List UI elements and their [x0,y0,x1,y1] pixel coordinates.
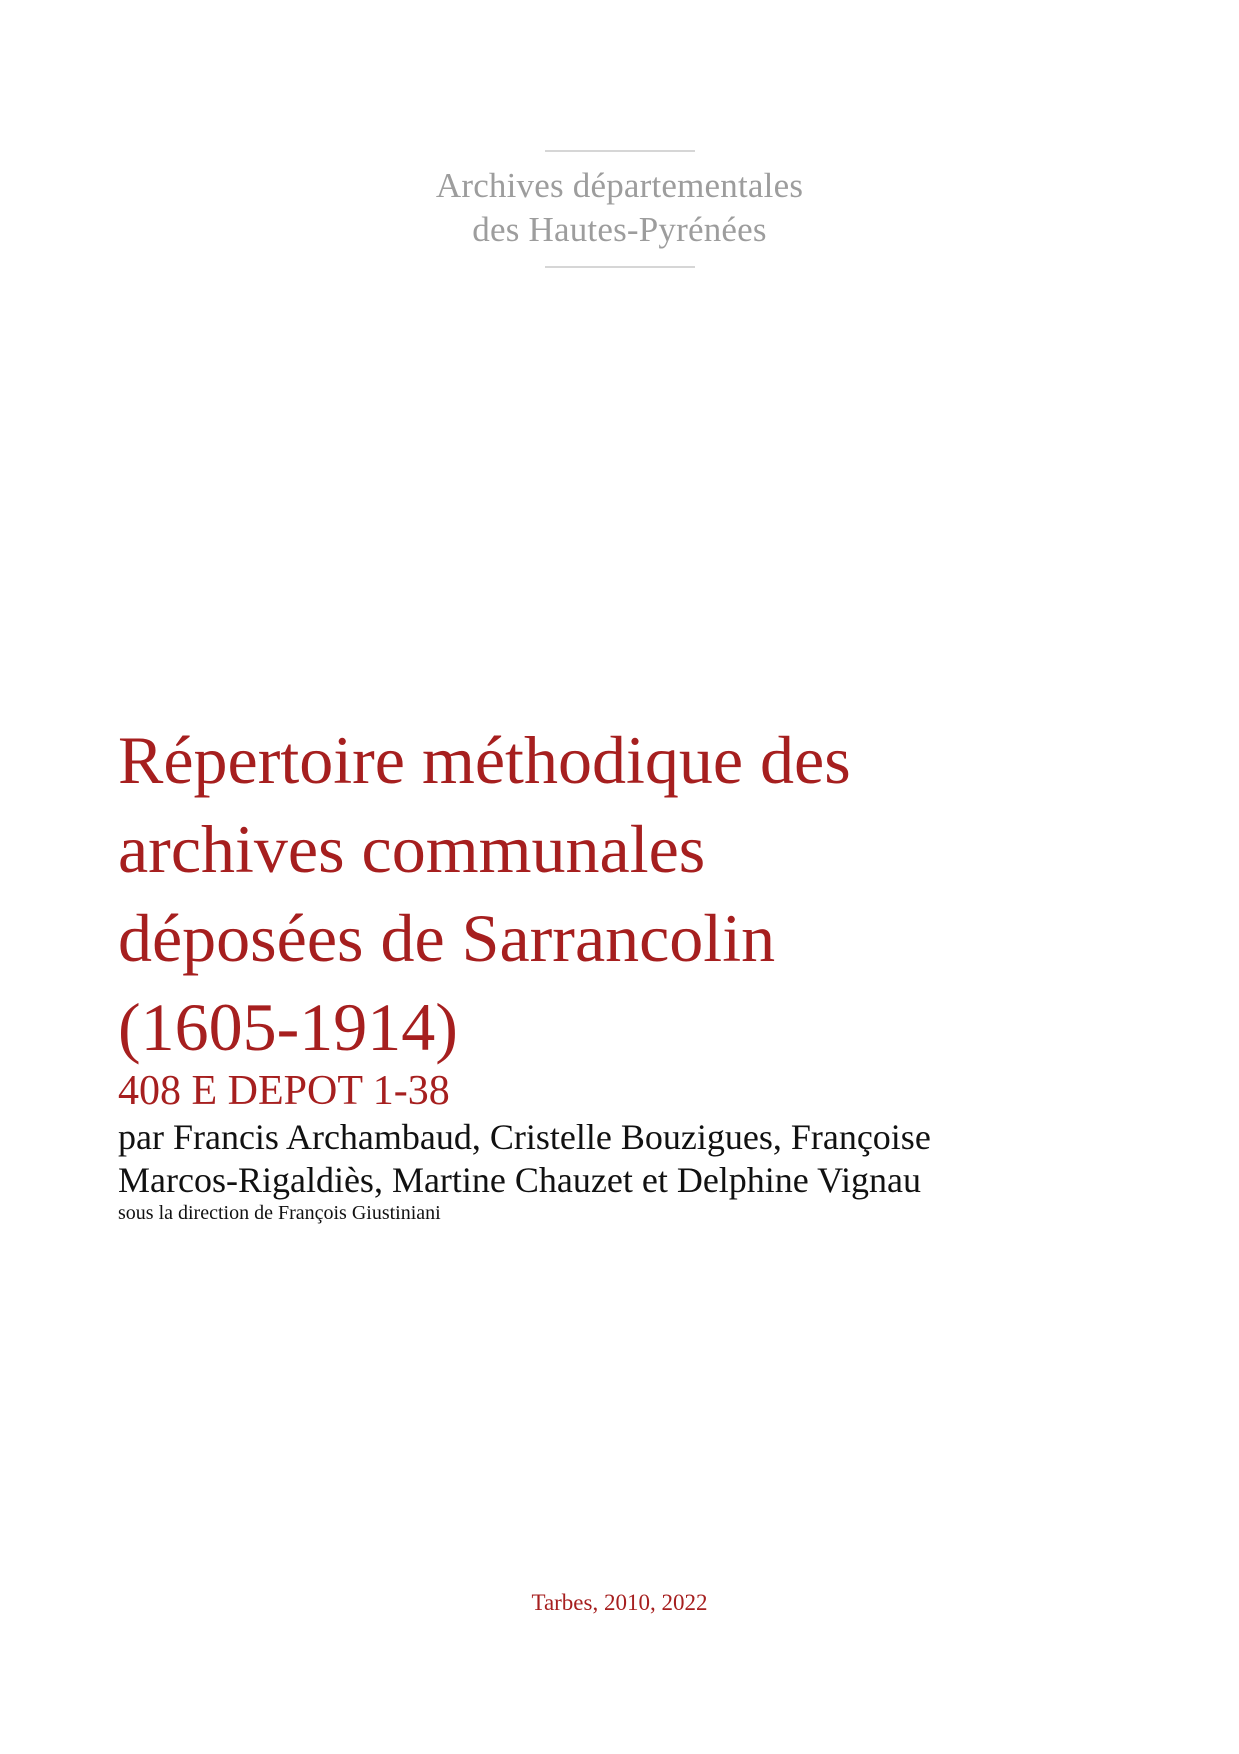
publication-place-dates: Tarbes, 2010, 2022 [531,1590,708,1615]
institution-name-line-1: Archives départementales [435,166,804,205]
document-title-block [118,716,1138,1226]
header-bottom-rule [545,266,695,268]
document-title-line-3: déposées de Sarrancolin [118,900,776,976]
document-title-line-4: (1605-1914) [118,989,458,1065]
authors [118,1116,1138,1202]
authors-line-1: par Francis Archambaud, Cristelle Bouzigues, Françoise [118,1117,931,1157]
document-title-line-1: Répertoire méthodique des [118,722,851,798]
institution-header [0,150,1239,268]
institution-name-line-2: des Hautes-Pyrénées [472,210,767,249]
authors-line-2: Marcos-Rigaldiès, Martine Chauzet et Delphine Vignau [118,1160,921,1200]
direction-credit: sous la direction de François Giustiniani [118,1202,441,1224]
document-title [118,716,1138,1072]
call-number: 408 E DEPOT 1-38 [118,1068,450,1114]
institution-name [0,152,1239,266]
document-title-line-2: archives communales [118,811,706,887]
